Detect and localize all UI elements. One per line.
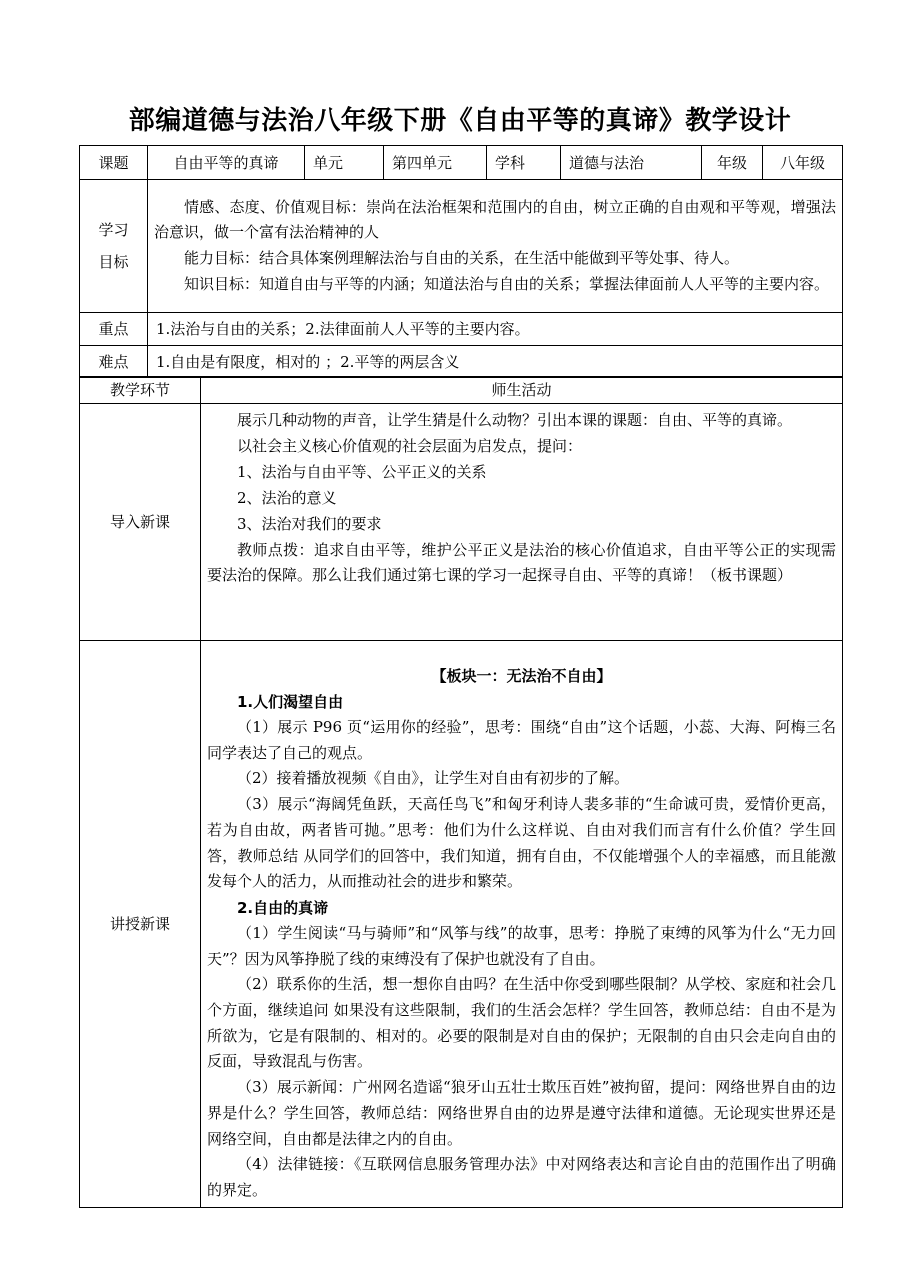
subject-value: 道德与法治 bbox=[561, 146, 702, 180]
key-value: 1.法治与自由的关系；2.法律面前人人平等的主要内容。 bbox=[148, 313, 843, 346]
section-2-title: 2.自由的真谛 bbox=[237, 898, 329, 917]
grade-label: 年级 bbox=[702, 146, 763, 180]
activity-table bbox=[79, 376, 843, 1208]
goals-label-line-2: 目标 bbox=[98, 253, 129, 271]
intro-para: 以社会主义核心价值观的社会层面为启发点，提问： bbox=[237, 436, 583, 455]
header-stage: 教学环节 bbox=[80, 377, 201, 404]
lecture-para: （3）展示新闻：广州网名造谣“狼牙山五壮士欺压百姓”被拘留，提问：网络世界自由的边界是什么？学生回答，教师总结：网络世界自由的边界是遵守法律和道德。无论现实世界还是网络空间，自由都是法律之内的自由。 bbox=[207, 1078, 836, 1148]
lecture-para: （2）联系你的生活，想一想你自由吗？在生活中你受到哪些限制？从学校、家庭和社会几个方面，继续追问 如果没有这些限制，我们的生活会怎样？学生回答，教师总结：自由不是为所欲为，它是有限制的、相对的。必要的限制是对自由的保护；无限制的自由只会走向自由的反面，导致混乱与伤害。 bbox=[207, 975, 836, 1071]
intro-question-item: 2、法治的意义 bbox=[237, 488, 337, 507]
lecture-label: 讲授新课 bbox=[80, 641, 201, 1208]
goals-label-line-1: 学习 bbox=[98, 221, 129, 239]
document-title: 部编道德与法治八年级下册《自由平等的真谛》教学设计 bbox=[128, 106, 792, 136]
course-value: 自由平等的真谛 bbox=[148, 146, 305, 180]
intro-question-item: 3、法治对我们的要求 bbox=[237, 514, 382, 533]
key-label: 重点 bbox=[80, 313, 148, 346]
lecture-para: （4）法律链接：《互联网信息服务管理办法》中对网络表达和言论自由的范围作出了明确的界定。 bbox=[207, 1155, 836, 1199]
grade-value: 八年级 bbox=[763, 146, 843, 180]
difficult-label: 难点 bbox=[80, 346, 148, 378]
intro-content bbox=[201, 404, 843, 641]
lecture-content bbox=[201, 641, 843, 1208]
unit-value: 第四单元 bbox=[384, 146, 487, 180]
header-activity: 师生活动 bbox=[201, 377, 843, 404]
info-table bbox=[79, 145, 843, 378]
block-title: 【板块一：无法治不自由】 bbox=[431, 667, 612, 685]
course-label: 课题 bbox=[80, 146, 148, 180]
intro-question-item: 1、法治与自由平等、公平正义的关系 bbox=[237, 462, 487, 481]
goal-emotion: 情感、态度、价值观目标：崇尚在法治框架和范围内的自由，树立正确的自由观和平等观，增强法治意识，做一个富有法治精神的人 bbox=[154, 197, 836, 242]
goals-content bbox=[148, 180, 843, 313]
goal-ability: 能力目标：结合具体案例理解法治与自由的关系，在生活中能做到平等处事、待人。 bbox=[184, 249, 740, 267]
intro-para: 教师点拨：追求自由平等，维护公平正义是法治的核心价值追求，自由平等公正的实现需要法治的保障。那么让我们通过第七课的学习一起探寻自由、平等的真谛！（板书课题） bbox=[207, 540, 836, 585]
intro-label: 导入新课 bbox=[80, 404, 201, 641]
goal-knowledge: 知识目标：知道自由与平等的内涵；知道法治与自由的关系；掌握法律面前人人平等的主要内容。 bbox=[184, 274, 830, 293]
section-1-title: 1.人们渴望自由 bbox=[237, 693, 344, 711]
unit-label: 单元 bbox=[305, 146, 384, 180]
lecture-para: （1）展示 P96 页“运用你的经验”，思考：围绕“自由”这个话题，小蕊、大海、阿梅三名同学表达了自己的观点。 bbox=[207, 718, 836, 762]
subject-label: 学科 bbox=[487, 146, 561, 180]
goals-label bbox=[80, 180, 148, 313]
difficult-value: 1.自由是有限度，相对的 ；2.平等的两层含义 bbox=[148, 346, 843, 378]
intro-para: 展示几种动物的声音，让学生猜是什么动物？引出本课的课题：自由、平等的真谛。 bbox=[237, 411, 793, 429]
lecture-para: （1）学生阅读“马与骑师”和“风筝与线”的故事，思考：挣脱了束缚的风筝为什么“无力回天”？因为风筝挣脱了线的束缚没有了保护也就没有了自由。 bbox=[207, 923, 836, 968]
lecture-para: （3）展示“海阔凭鱼跃，天高任鸟飞”和匈牙利诗人裴多菲的“生命诚可贵，爱情价更高，若为自由故，两者皆可抛。”思考：他们为什么这样说、自由对我们而言有什么价值？学生回答，教师总结 从同学们的回答中，我们知道，拥有自由，不仅能增强个人的幸福感，而且能激发每个人的活力，从而推动社会的进步和繁荣。 bbox=[207, 795, 836, 891]
lecture-para: （2）接着播放视频《自由》，让学生对自由有初步的了解。 bbox=[237, 769, 630, 788]
